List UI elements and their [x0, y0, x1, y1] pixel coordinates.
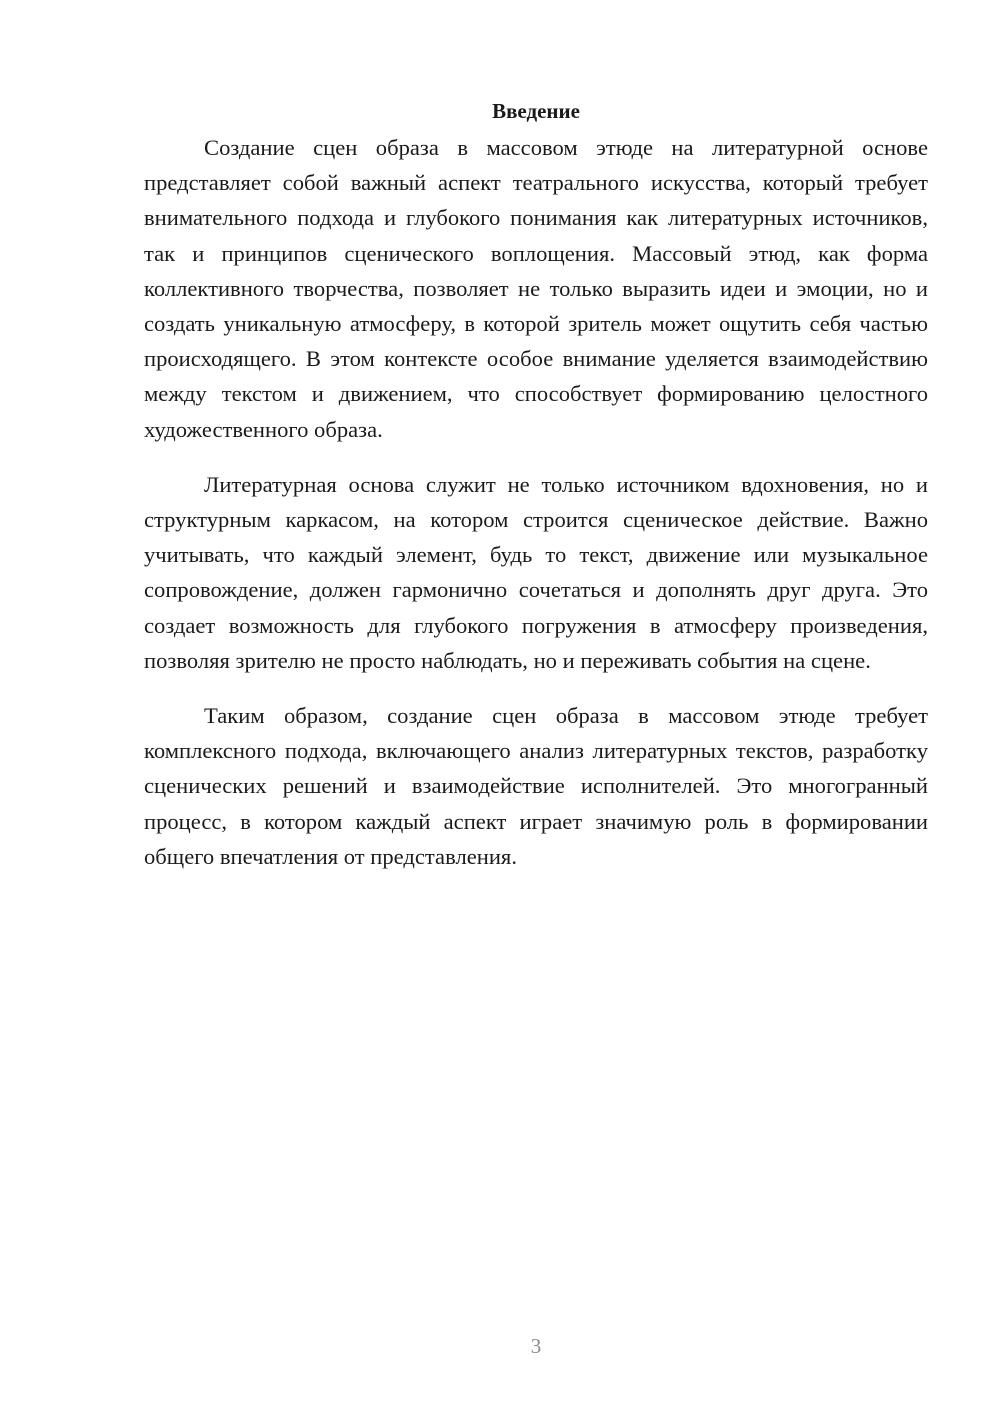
- paragraph-2: Литературная основа служит не только источником вдохновения, но и структурным каркасом, на котором строится сценическое действие. Важно учитывать, что каждый элемент, будь то текст, движение или музыкальное сопровождение, должен гармонично сочетаться и дополнять друг друга. Это создает возможность для глубокого погружения в атмосферу произведения, позволяя зрителю не просто наблюдать, но и переживать события на сцене.: [144, 471, 928, 673]
- paragraph-3: Таким образом, создание сцен образа в массовом этюде требует комплексного подхода, включающего анализ литературных текстов, разработку сценических решений и взаимодействие исполнителей. Это многогранный процесс, в котором каждый аспект играет значимую роль в формировании общего впечатления от представления.: [144, 703, 928, 869]
- section-heading: Введение: [492, 99, 580, 123]
- page-number: 3: [530, 1334, 542, 1358]
- paragraph-1: Создание сцен образа в массовом этюде на литературной основе представляет собой важный аспект театрального искусства, который требует внимательного подхода и глубокого понимания как литературных источников, так и принципов сценического воплощения. Массовый этюд, как форма коллективного творчества, позволяет не только выразить идеи и эмоции, но и создать уникальную атмосферу, в которой зритель может ощутить себя частью происходящего. В этом контексте особое внимание уделяется взаимодействию между текстом и движением, что способствует формированию целостного художественного образа.: [144, 135, 928, 442]
- page-content: [144, 96, 928, 894]
